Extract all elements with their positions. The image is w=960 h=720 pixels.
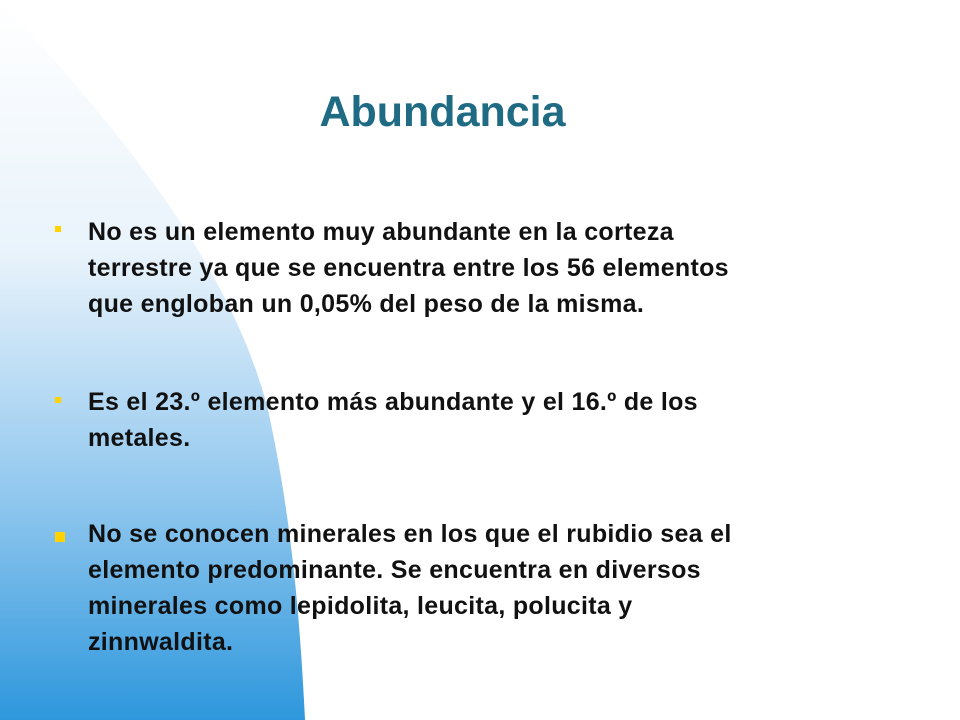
bullet-text: No es un elemento muy abundante en la corteza terrestre ya que se encuentra entre los 56 elementos que engloban un 0,05% del peso de la misma. bbox=[88, 218, 729, 318]
slide-title: Abundancia bbox=[319, 88, 566, 136]
bullet-text: No se conocen minerales en los que el rubidio sea el elemento predominante. Se encuentra en diversos minerales como lepidolita, leucita, polucita y zinnwaldita. bbox=[88, 520, 732, 656]
square-bullet-icon bbox=[55, 532, 65, 542]
bullet-text: Es el 23.º elemento más abundante y el 16.º de los metales. bbox=[88, 388, 698, 452]
square-bullet-icon bbox=[55, 226, 61, 232]
square-bullet-icon bbox=[55, 397, 61, 403]
